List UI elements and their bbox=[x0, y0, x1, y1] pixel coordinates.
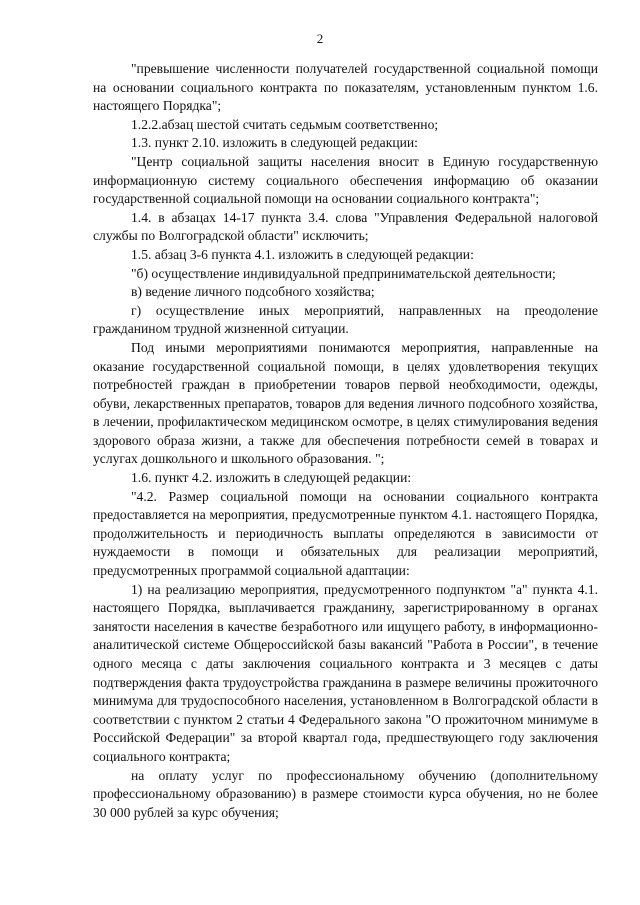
paragraph: "Центр социальной защиты населения вносит в Единую государственную информационную систему социального обеспечения информацию об оказании государственной социальной помощи на основании социального контракта"; bbox=[93, 153, 598, 207]
paragraph: 1.4. в абзацах 14-17 пункта 3.4. слова "Управления Федеральной налоговой службы по Волгоградской области" исключить; bbox=[93, 209, 598, 244]
paragraph: "превышение численности получателей государственной социальной помощи на основании социального контракта по показателям, установленным пунктом 1.6. настоящего Порядка"; bbox=[93, 61, 598, 114]
paragraph: 1.5. абзац 3-6 пункта 4.1. изложить в следующей редакции: bbox=[131, 246, 474, 262]
paragraph: в) ведение личного подсобного хозяйства; bbox=[131, 284, 375, 300]
paragraph: Под иными мероприятиями понимаются мероприятия, направленные на оказание государственной социальной помощи, в целях удовлетворения текущих потребностей граждан в приобретении товаров первой необходимости, одежды, обуви, лекарственных препаратов, товаров для ведения личного подсобного хозяйства, в лечении, профилактическом медицинском осмотре, в целях стимулирования ведения здорового образа жизни, а также для обеспечения потребности семей в товарах и услугах дошкольного и школьного образования. "; bbox=[93, 339, 598, 467]
paragraph: на оплату услуг по профессиональному обучению (дополнительному профессиональному образованию) в размере стоимости курса обучения, но не более 30 000 рублей за курс обучения; bbox=[93, 767, 598, 820]
page-number: 2 bbox=[316, 31, 324, 46]
paragraph: "4.2. Размер социальной помощи на основании социального контракта предоставляется на мероприятия, предусмотренные пунктом 4.1. настоящего Порядка, продолжительность и периодичность выплаты определяются в зависимости от нуждаемости в помощи и обязательных для реализации мероприятий, предусмотренных программой социальной адаптации: bbox=[93, 488, 598, 579]
paragraph: "б) осуществление индивидуальной предпринимательской деятельности; bbox=[131, 265, 556, 281]
paragraph: 1.3. пункт 2.10. изложить в следующей редакции: bbox=[131, 135, 418, 151]
paragraph: 1.2.2.абзац шестой считать седьмым соответственно; bbox=[131, 116, 439, 132]
paragraph: 1.6. пункт 4.2. изложить в следующей редакции: bbox=[131, 470, 412, 486]
paragraph: г) осуществление иных мероприятий, направленных на преодоление гражданином трудной жизненной ситуации. bbox=[93, 302, 598, 337]
paragraph: 1) на реализацию мероприятия, предусмотренного подпунктом "а" пункта 4.1. настоящего Порядка, выплачивается гражданину, зарегистрированному в органах занятости населения в качестве безработного или ищущего работу, в информационно-аналитической системе Общероссийской базы вакансий "Работа в России", в течение одного месяца с даты заключения социального контракта и 3 месяцев с даты подтверждения факта трудоустройства гражданина в размере величины прожиточного минимума для трудоспособного населения, установленном в Волгоградской области в соответствии с пунктом 2 статьи 4 Федерального закона "О прожиточном минимуме в Российской Федерации" за второй квартал года, предшествующего году заключения социального контракта; bbox=[93, 581, 598, 764]
document-body bbox=[93, 60, 598, 822]
